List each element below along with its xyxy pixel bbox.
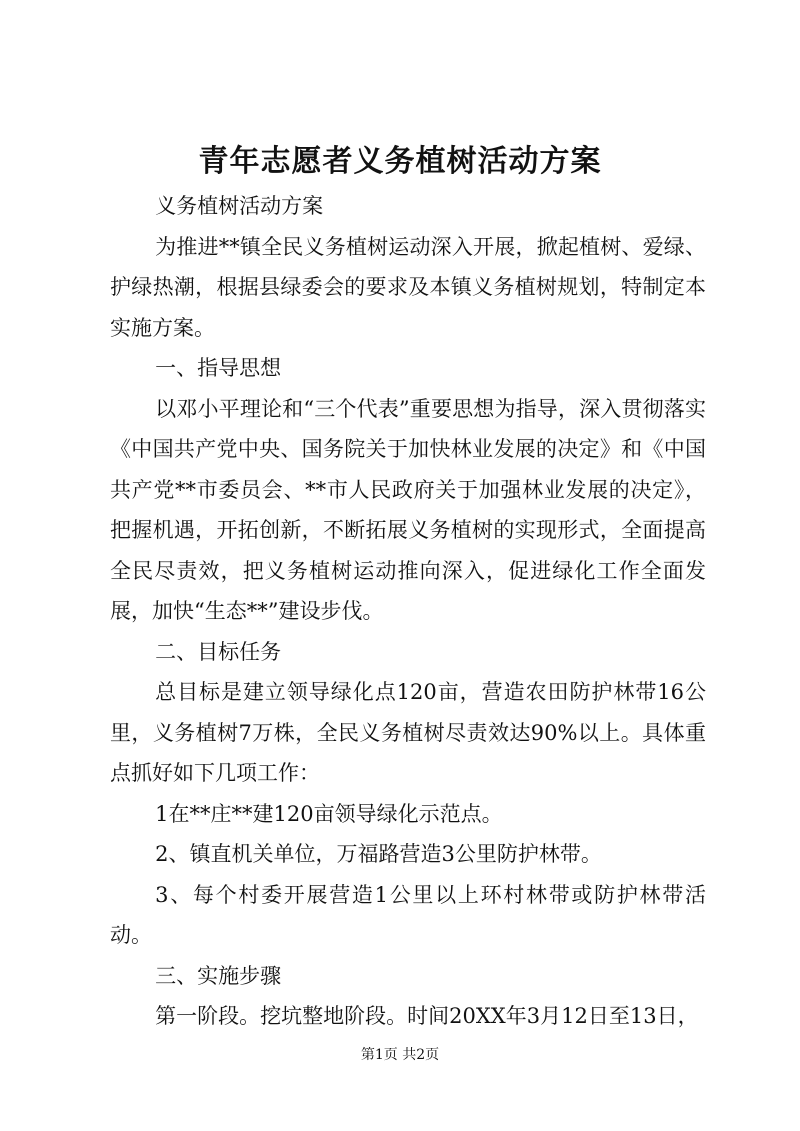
heading-implementation-steps: 三、实施步骤 xyxy=(155,963,282,988)
list-item-2: 2、镇直机关单位，万福路营造3公里防护林带。 xyxy=(155,842,602,866)
heading-guiding-ideology: 一、指导思想 xyxy=(155,356,282,380)
paragraph-stage-one: 第一阶段。挖坑整地阶段。时间20XX年3月12日至13日， xyxy=(155,1004,699,1028)
document-body xyxy=(110,186,706,1037)
paragraph-guiding-ideology: 以邓小平理论和“三个代表”重要思想为指导，深入贯彻落实《中国共产党中央、国务院关于加快林业发展的决定》和《中国共产党**市委员会、**市人民政府关于加强林业发展的决定》，把握机遇，开拓创新，不断拓展义务植树的实现形式，全面提高全民尽责效，把义务植树运动推向深入，促进绿化工作全面发展，加快“生态**”建设步伐。 xyxy=(110,396,706,623)
list-item-3: 3、每个村委开展营造1公里以上环村林带或防护林带活动。 xyxy=(110,882,706,947)
paragraph-subtitle: 义务植树活动方案 xyxy=(155,194,324,218)
paragraph-overall-goal: 总目标是建立领导绿化点120亩，营造农田防护林带16公里，义务植树7万株，全民义务植树尽责效达90%以上。具体重点抓好如下几项工作： xyxy=(110,680,706,785)
heading-goals-tasks: 二、目标任务 xyxy=(155,639,282,664)
document-title: 青年志愿者义务植树活动方案 xyxy=(198,144,602,179)
list-item-1: 1在**庄**建120亩领导绿化示范点。 xyxy=(155,801,503,826)
paragraph-intro: 为推进**镇全民义务植树运动深入开展，掀起植树、爱绿、护绿热潮，根据县绿委会的要求及本镇义务植树规划，特制定本实施方案。 xyxy=(110,234,706,340)
page-footer: 第1页 共2页 xyxy=(360,1047,440,1063)
